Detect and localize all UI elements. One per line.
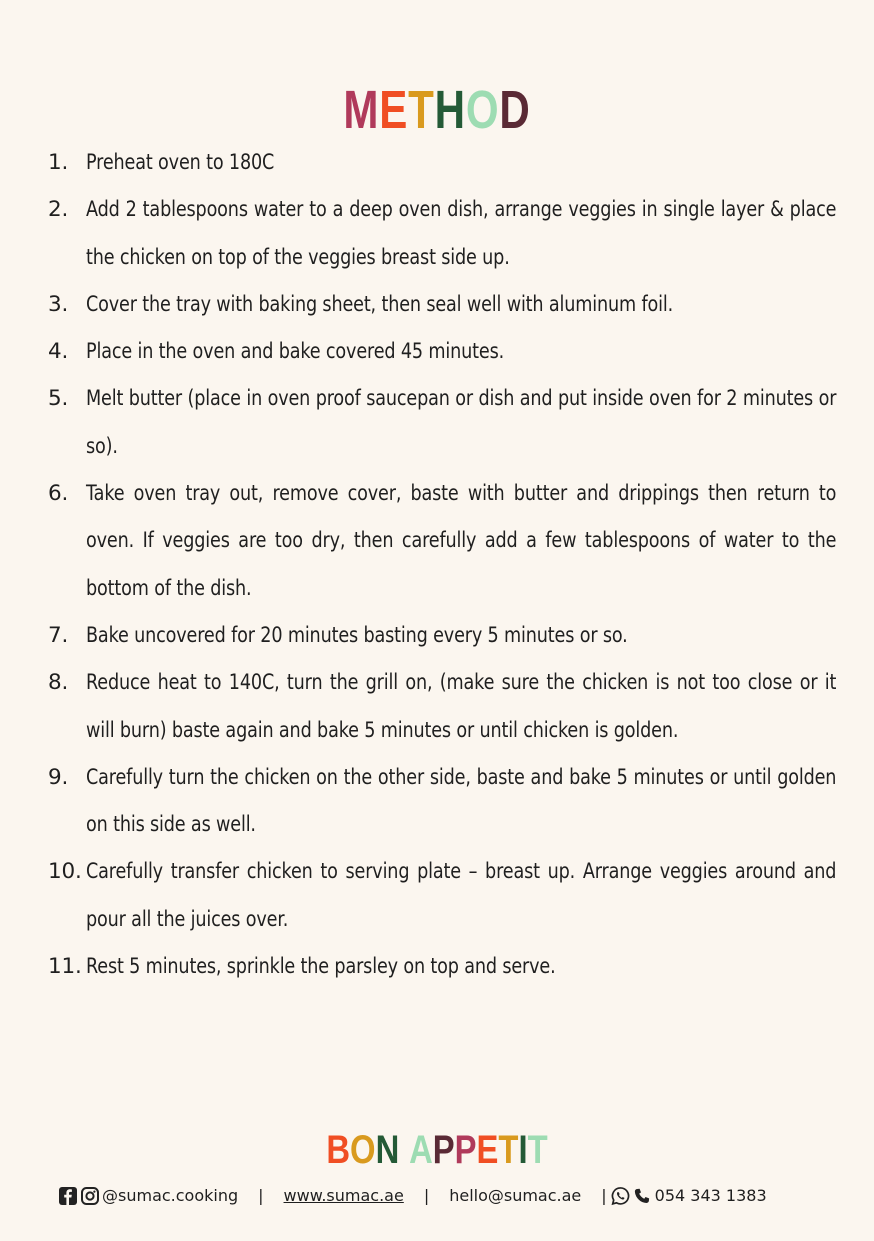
title-letter: M xyxy=(343,80,380,140)
closing-letter: E xyxy=(476,1128,499,1172)
separator: | xyxy=(423,1186,430,1205)
step-number: 11. xyxy=(48,954,82,980)
email-address[interactable]: hello@sumac.ae xyxy=(449,1186,582,1205)
method-steps-list xyxy=(48,139,836,990)
step-number: 2. xyxy=(48,197,69,223)
step-text: Reduce heat to 140C, turn the grill on, (make sure the chicken is not too close or it will burn) baste again and bake 5 minutes or until chicken is golden. xyxy=(86,670,837,743)
step-text: Preheat oven to 180C xyxy=(86,150,275,175)
title-letter: T xyxy=(408,80,435,140)
step-text: Carefully transfer chicken to serving plate – breast up. Arrange veggies around and pour all the juices over. xyxy=(86,859,837,932)
step-number: 1. xyxy=(48,150,69,175)
step-text: Bake uncovered for 20 minutes basting every 5 minutes or so. xyxy=(86,622,628,648)
separator: | xyxy=(601,1186,607,1205)
closing-letter: P xyxy=(432,1128,455,1172)
title-letter: O xyxy=(465,80,500,140)
step-item xyxy=(48,659,836,754)
step-number: 4. xyxy=(48,339,69,365)
step-text: Add 2 tablespoons water to a deep oven dish, arrange veggies in single layer & place the chicken on top of the veggies breast side up. xyxy=(86,197,837,270)
step-text: Cover the tray with baking sheet, then seal well with aluminum foil. xyxy=(86,291,674,317)
closing-letter: N xyxy=(375,1128,400,1172)
step-item xyxy=(48,848,836,943)
step-number: 3. xyxy=(48,291,69,317)
step-item xyxy=(48,612,836,659)
step-item xyxy=(48,139,836,186)
step-item xyxy=(48,375,836,470)
title-letter: D xyxy=(499,80,531,140)
step-text: Carefully turn the chicken on the other side, baste and bake 5 minutes or until golden on this side as well. xyxy=(86,764,837,838)
step-number: 9. xyxy=(48,764,69,790)
page-title xyxy=(96,80,778,140)
step-number: 6. xyxy=(48,481,69,507)
title-letter: H xyxy=(434,80,466,140)
step-item xyxy=(48,943,836,990)
step-number: 8. xyxy=(48,670,69,696)
closing-letter: O xyxy=(350,1128,376,1172)
whatsapp-icon[interactable] xyxy=(611,1186,630,1205)
closing-heading xyxy=(79,1128,796,1172)
separator: | xyxy=(258,1186,264,1205)
closing-letter: P xyxy=(454,1128,477,1172)
closing-letter: I xyxy=(518,1128,528,1172)
step-item xyxy=(48,754,836,849)
social-handle: @sumac.cooking xyxy=(102,1186,239,1205)
step-item xyxy=(48,470,836,612)
closing-letter: T xyxy=(527,1128,548,1172)
contact-footer xyxy=(58,1186,838,1205)
step-text: Take oven tray out, remove cover, baste with butter and drippings then return to oven. If veggies are too dry, then carefully add a few tablespoons of water to the bottom of the dish. xyxy=(86,481,837,601)
phone-icon[interactable] xyxy=(633,1186,652,1205)
step-text: Place in the oven and bake covered 45 minutes. xyxy=(86,339,505,365)
step-item xyxy=(48,281,836,328)
closing-letter: B xyxy=(326,1128,351,1172)
step-text: Rest 5 minutes, sprinkle the parsley on top and serve. xyxy=(86,954,556,980)
step-text: Melt butter (place in oven proof saucepan or dish and put inside oven for 2 minutes or so). xyxy=(86,386,837,459)
step-number: 7. xyxy=(48,622,69,648)
title-letter: E xyxy=(379,80,409,140)
phone-number[interactable]: 054 343 1383 xyxy=(654,1186,767,1205)
step-item xyxy=(48,328,836,375)
step-number: 5. xyxy=(48,386,69,412)
instagram-icon[interactable] xyxy=(80,1186,99,1205)
step-number: 10. xyxy=(48,859,82,885)
facebook-icon[interactable] xyxy=(58,1186,77,1205)
closing-letter: T xyxy=(498,1128,519,1172)
step-item xyxy=(48,186,836,281)
closing-letter: A xyxy=(409,1128,433,1172)
website-link[interactable]: www.sumac.ae xyxy=(283,1186,404,1205)
